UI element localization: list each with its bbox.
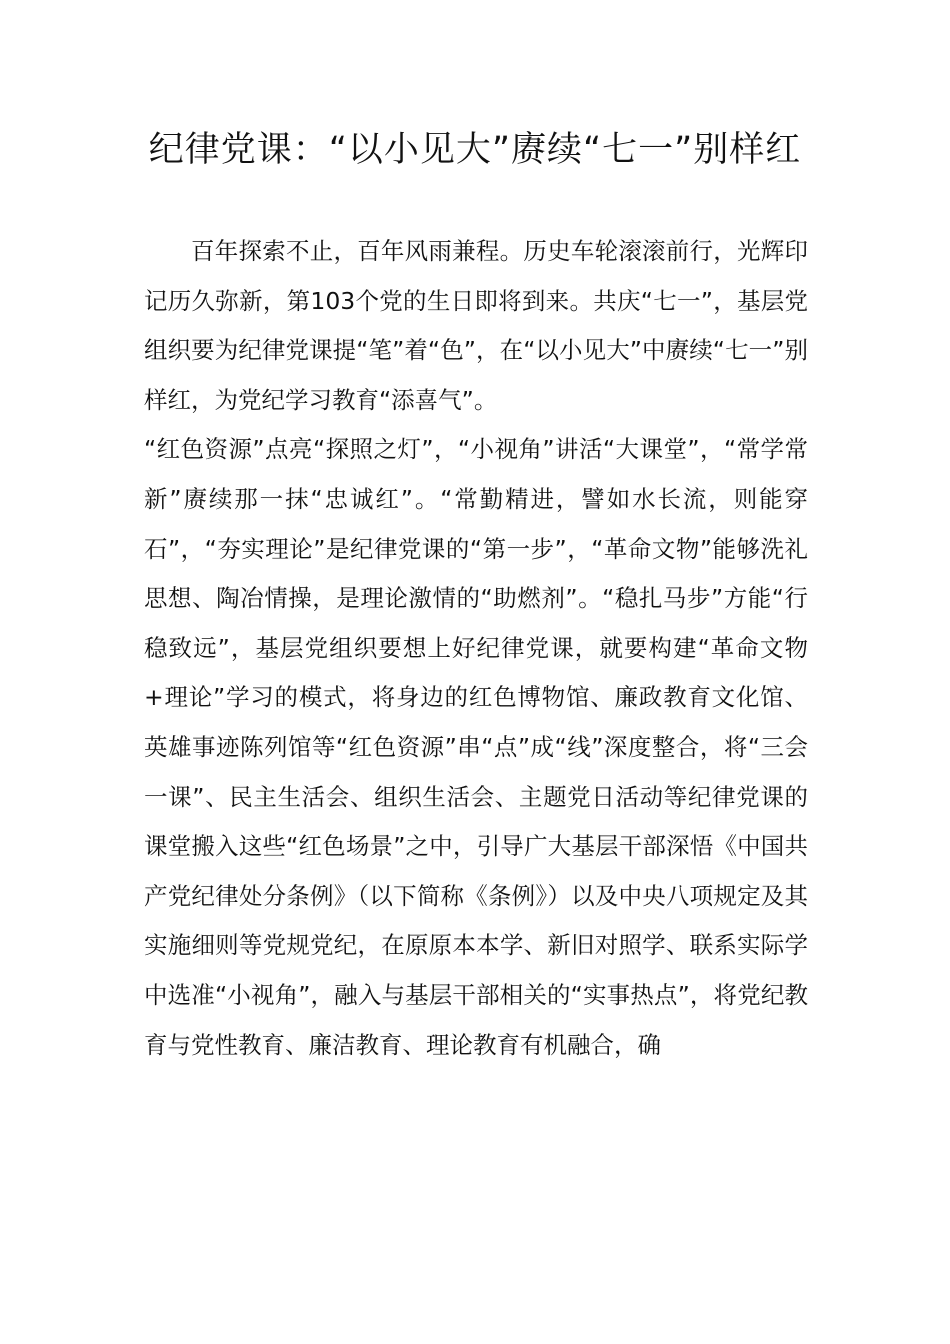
document-body <box>144 227 808 1070</box>
paragraph: “红色资源”点亮“探照之灯”，“小视角”讲活“大课堂”，“常学常新”赓续那一抹“忠诚红”。“常勤精进，譬如水长流，则能穿石”，“夯实理论”是纪律党课的“第一步”，“革命文物”能够洗礼思想、陶冶情操，是理论激情的“助燃剂”。“稳扎马步”方能“行稳致远”，基层党组织要想上好纪律党课，就要构建“革命文物+理论”学习的模式，将身边的红色博物馆、廉政教育文化馆、英雄事迹陈列馆等“红色资源”串“点”成“线”深度整合，将“三会一课”、民主生活会、组织生活会、主题党日活动等纪律党课的课堂搬入这些“红色场景”之中，引导广大基层干部深悟《中国共产党纪律处分条例》（以下简称《条例》）以及中央八项规定及其实施细则等党规党纪，在原原本本学、新旧对照学、联系实际学中选准“小视角”，融入与基层干部相关的“实事热点”，将党纪教育与党性教育、廉洁教育、理论教育有机融合，确 <box>144 435 808 1059</box>
document-title: 纪律党课：“以小见大”赓续“七一”别样红 <box>148 130 802 170</box>
paragraph: 百年探索不止，百年风雨兼程。历史车轮滚滚前行，光辉印记历久弥新，第103个党的生日即将到来。共庆“七一”，基层党组织要为纪律党课提“笔”着“色”，在“以小见大”中赓续“七一”别样红，为党纪学习教育“添喜气”。 <box>144 237 808 414</box>
